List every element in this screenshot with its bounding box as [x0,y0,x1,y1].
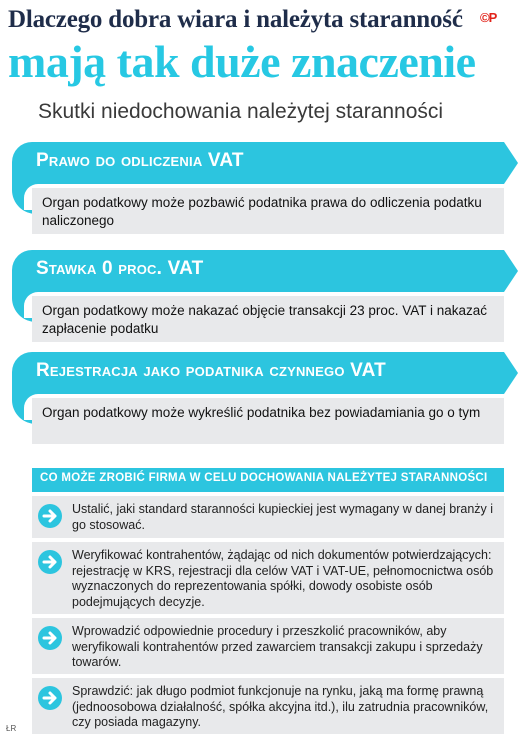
section-description: Organ podatkowy może wykreślić podatnika bez powiadamiania go o tym [42,405,481,420]
section-description-box [32,188,504,234]
arrow-right-icon [38,504,62,528]
section-zero-rate-vat [0,250,518,346]
arrow-right-icon [38,626,62,650]
arrow-right-icon [38,686,62,710]
list-item [32,542,504,614]
actions-header-label: CO MOŻE ZROBIĆ FIRMA W CELU DOCHOWANIA NALEŻYTEJ STARANNOŚCI [40,472,488,484]
list-item-text: Sprawdzić: jak długo podmiot funkcjonuje na rynku, jaką ma formę prawną (jednoosobowa działalność, spółka akcyjna itd.), ilu zatrudnia pracowników, czy posiada magazyny. [72,684,489,729]
section-banner [12,352,504,394]
section-description-box [32,296,504,342]
publisher-logo: ©P [480,10,497,25]
section-banner [12,142,504,184]
section-description: Organ podatkowy może nakazać objęcie transakcji 23 proc. VAT i nakazać zapłacenie podatku [42,303,487,336]
section-vat-deduction [0,142,518,238]
actions-header [32,468,504,492]
section-description-box [32,398,504,444]
list-item-text: Ustalić, jaki standard staranności kupieckiej jest wymagany w danej branży i go stosować. [72,502,494,532]
list-item [32,496,504,538]
section-banner [12,250,504,292]
headline-line-1: Dlaczego dobra wiara i należyta staranność [8,6,463,33]
section-title: Stawka 0 proc. VAT [36,258,204,279]
subtitle: Skutki niedochowania należytej staranności [38,100,444,123]
section-vat-registration [0,352,518,448]
author-credit: ŁR [6,724,17,733]
list-item [32,678,504,734]
list-item [32,618,504,674]
arrow-right-icon [38,550,62,574]
headline-line-2: mają tak duże znaczenie [8,36,476,87]
list-item-text: Weryfikować kontrahentów, żądając od nich dokumentów potwierdzających: rejestrację w KRS, rejestracji dla celów VAT i VAT-UE, pełnomocnictwa osób wyznaczonych do reprezentowania spółki, dowody osobiste osób podejmujących decyzje. [72,548,494,609]
section-description: Organ podatkowy może pozbawić podatnika prawa do odliczenia podatku naliczonego [42,195,482,228]
section-title: Rejestracja jako podatnika czynnego VAT [36,360,386,381]
list-item-text: Wprowadzić odpowiednie procedury i przeszkolić pracowników, aby weryfikowali kontrahentów przed zawarciem transakcji zakupu i sprzedaży towarów. [72,624,483,669]
section-title: Prawo do odliczenia VAT [36,150,244,171]
